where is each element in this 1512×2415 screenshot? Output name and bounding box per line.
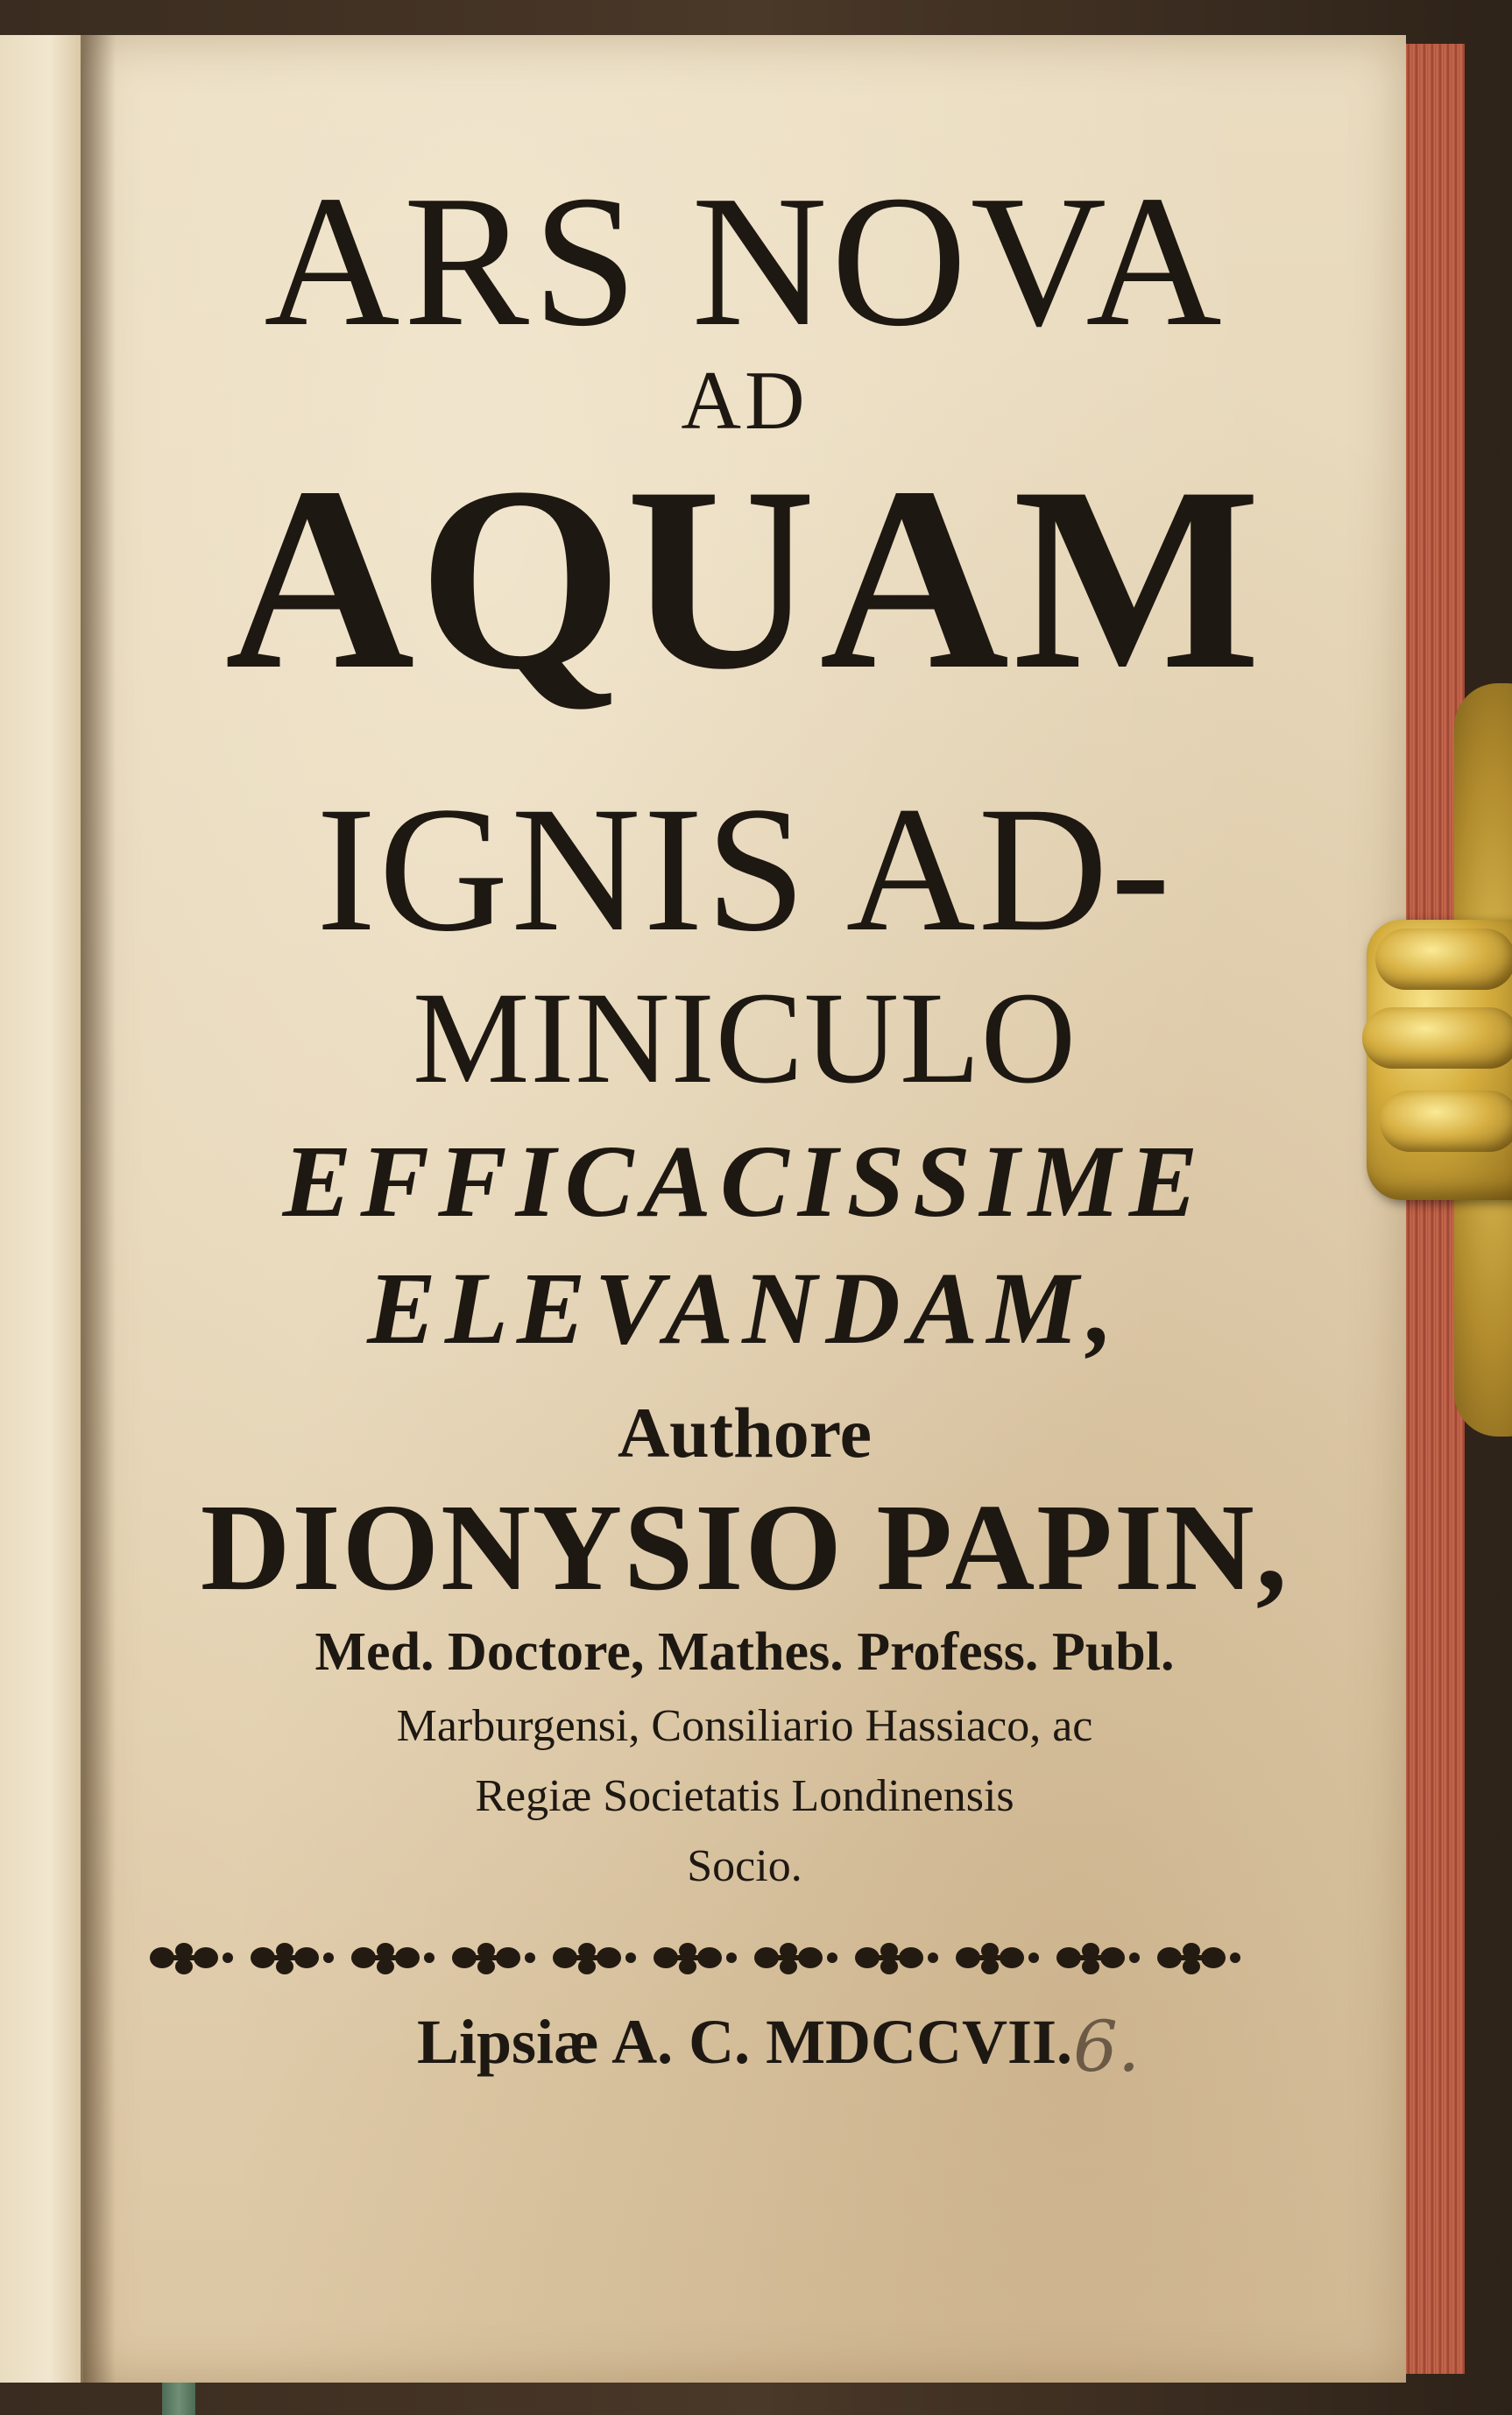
handwritten-mark: 6. xyxy=(1073,2006,1141,2087)
title-line-5: MINICULO xyxy=(413,965,1077,1111)
imprint: Lipsiæ A. C. MDCCVII. xyxy=(416,2007,1073,2077)
title-line-1: ARS NOVA xyxy=(264,156,1226,365)
author-affiliation-2: Regiæ Societatis Londinensis xyxy=(475,1771,1014,1821)
title-line-7: ELEVANDAM, xyxy=(367,1251,1122,1366)
title-page xyxy=(83,35,1406,2383)
clasp-finger-icon xyxy=(1375,929,1512,990)
title-line-2: AD xyxy=(681,354,809,447)
title-line-6: EFFICACISSIME xyxy=(282,1124,1207,1239)
author-credentials: Med. Doctore, Mathes. Profess. Publ. xyxy=(314,1622,1175,1682)
clasp-finger-icon xyxy=(1362,1007,1512,1069)
ornament-row-icon xyxy=(145,1931,1275,1984)
left-endpaper xyxy=(0,35,85,2383)
gutter-shadow xyxy=(81,35,116,2383)
author-name: DIONYSIO PAPIN, xyxy=(200,1478,1289,1616)
author-affiliation-1: Marburgensi, Consiliario Hassiaco, ac xyxy=(396,1701,1093,1751)
author-label: Authore xyxy=(617,1393,873,1472)
title-line-4: IGNIS AD- xyxy=(316,770,1173,969)
title-line-3: AQUAM xyxy=(224,433,1265,724)
clasp-finger-icon xyxy=(1380,1091,1512,1152)
author-affiliation-3: Socio. xyxy=(687,1841,802,1891)
